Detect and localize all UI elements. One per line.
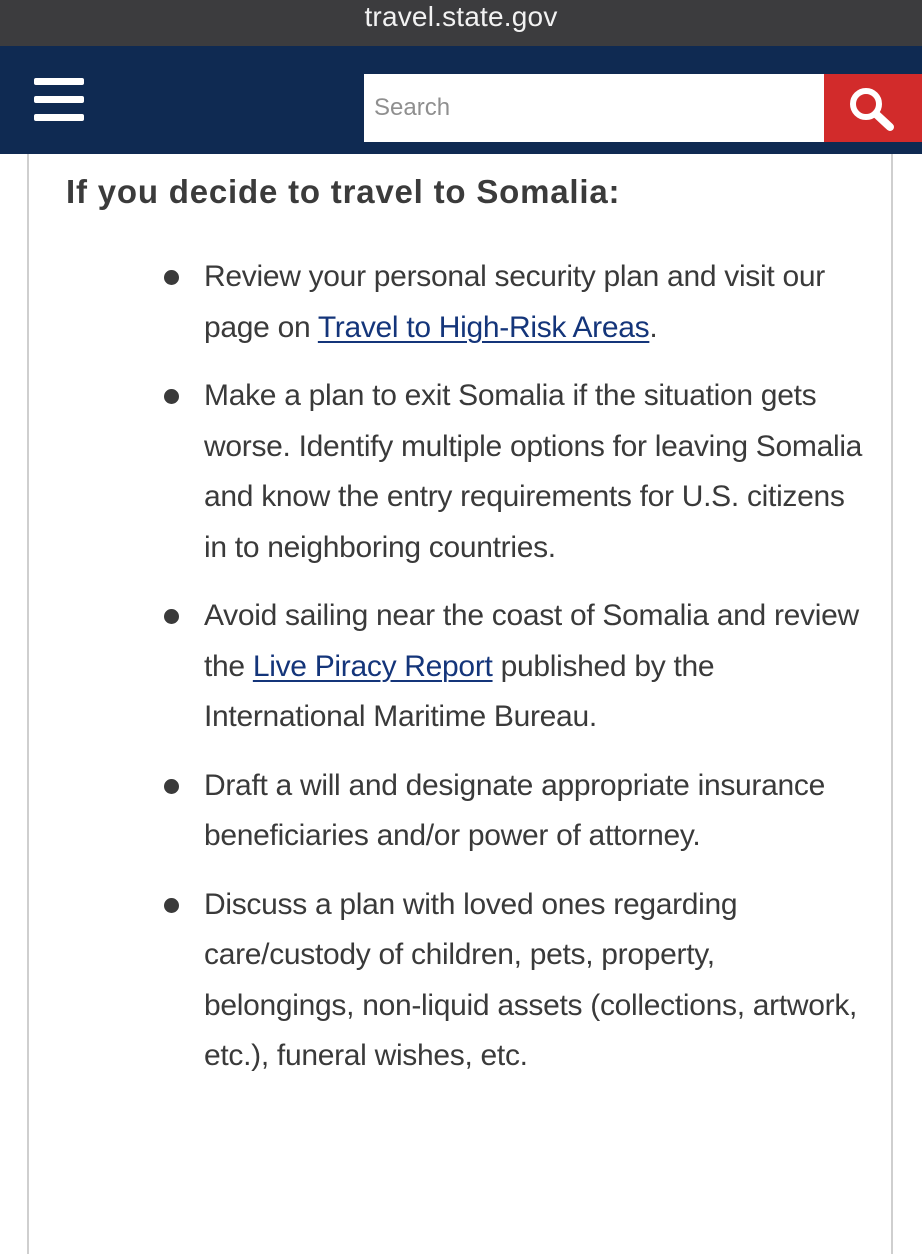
list-item — [29, 761, 891, 862]
travel-high-risk-areas-link[interactable]: Travel to High-Risk Areas — [317, 310, 650, 344]
site-header — [0, 46, 922, 154]
bullet-icon — [164, 270, 179, 285]
list-item — [29, 880, 891, 1082]
item-text: Review your personal security plan and visit our page on — [204, 260, 825, 344]
list-item — [29, 252, 891, 353]
item-text-end: . — [649, 310, 658, 344]
bullet-icon — [164, 389, 179, 404]
item-text: Make a plan to exit Somalia if the situation gets worse. Identify multiple options for leaving Somalia and know the entry requirements for U.S. citizens in to neighboring countries. — [204, 379, 863, 564]
url-text[interactable]: travel.state.gov — [364, 1, 558, 32]
magnifying-glass-icon — [848, 86, 896, 132]
browser-url-bar[interactable] — [0, 0, 922, 46]
hamburger-menu-icon[interactable] — [34, 78, 84, 122]
item-text: Discuss a plan with loved ones regarding care/custody of children, pets, property, belongings, non-liquid assets (collections, artwork, etc.), funeral wishes, etc. — [204, 887, 858, 1072]
bullet-icon — [164, 609, 179, 624]
bullet-icon — [164, 898, 179, 913]
list-item — [29, 371, 891, 573]
item-text-end: published by the International Maritime Bureau. — [204, 649, 715, 733]
search-button[interactable] — [824, 74, 922, 142]
bullet-icon — [164, 779, 179, 794]
item-text: Draft a will and designate appropriate insurance beneficiaries and/or power of attorney. — [204, 768, 825, 852]
section-heading: If you decide to travel to Somalia: — [66, 173, 621, 210]
search-input[interactable] — [364, 74, 824, 142]
list-item — [29, 591, 891, 743]
live-piracy-report-link[interactable]: Live Piracy Report — [252, 649, 493, 683]
advice-list — [29, 252, 891, 1100]
item-text: Avoid sailing near the coast of Somalia and review the — [204, 599, 859, 683]
content-panel — [27, 154, 893, 1254]
